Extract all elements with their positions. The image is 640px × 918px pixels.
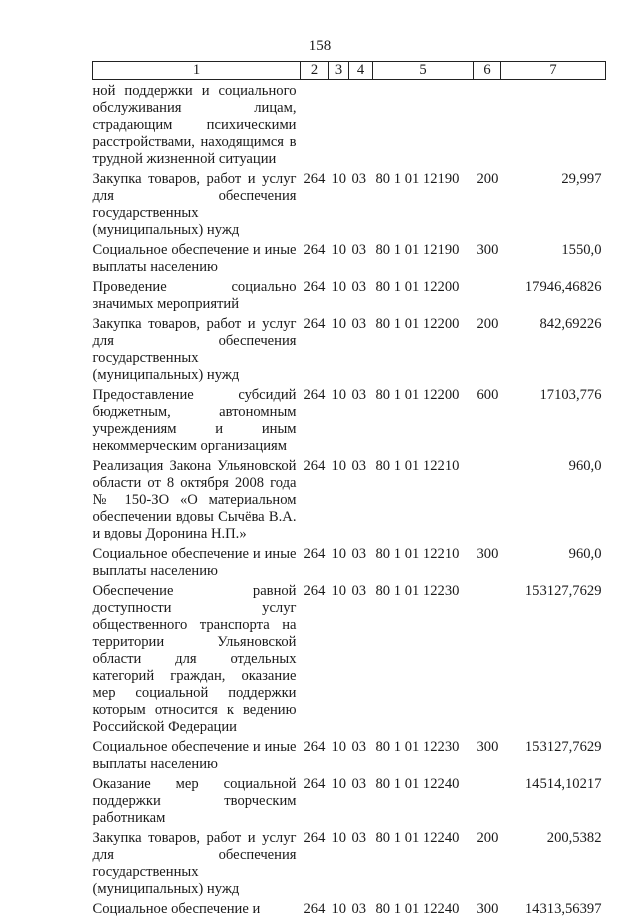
- target-article-cell: 80 1 01 12240: [373, 827, 474, 898]
- amount-cell: 29,997: [501, 168, 606, 239]
- row-name-cell: Оказание мер социальной поддержки творческим работникам: [93, 773, 301, 827]
- subsection-code-cell: 03: [349, 313, 373, 384]
- section-code-cell: 10: [329, 168, 349, 239]
- row-name-cell: Социальное обеспечение и иные выплаты населению: [93, 736, 301, 773]
- subsection-code-cell: 03: [349, 773, 373, 827]
- table-row: [93, 384, 606, 455]
- expense-type-cell: 600: [474, 384, 501, 455]
- target-article-cell: 80 1 01 12240: [373, 773, 474, 827]
- row-name-cell: Социальное обеспечение и иные выплаты населению: [93, 239, 301, 276]
- table-row: [93, 455, 606, 543]
- ministry-code-cell: 264: [301, 827, 329, 898]
- column-header-5: 5: [373, 62, 474, 80]
- target-article-cell: [373, 80, 474, 169]
- row-name-cell: Предоставление субсидий бюджетным, автономным учреждениям и иным некоммерческим организациям: [93, 384, 301, 455]
- ministry-code-cell: 264: [301, 239, 329, 276]
- table-row: [93, 898, 606, 918]
- subsection-code-cell: 03: [349, 898, 373, 918]
- subsection-code-cell: 03: [349, 736, 373, 773]
- ministry-code-cell: 264: [301, 898, 329, 918]
- amount-cell: 1550,0: [501, 239, 606, 276]
- table-row: [93, 580, 606, 736]
- table-row: [93, 276, 606, 313]
- target-article-cell: 80 1 01 12200: [373, 313, 474, 384]
- ministry-code-cell: 264: [301, 773, 329, 827]
- row-name-cell: Обеспечение равной доступности услуг общественного транспорта на территории Ульяновской области для отдельных категорий граждан, оказание мер социальной поддержки которым относится к ведению Российской Федерации: [93, 580, 301, 736]
- amount-cell: 17946,46826: [501, 276, 606, 313]
- row-name-cell: Закупка товаров, работ и услуг для обеспечения государственных (муниципальных) нужд: [93, 313, 301, 384]
- table-row: [93, 773, 606, 827]
- amount-cell: 842,69226: [501, 313, 606, 384]
- ministry-code-cell: 264: [301, 580, 329, 736]
- section-code-cell: 10: [329, 313, 349, 384]
- ministry-code-cell: [301, 80, 329, 169]
- subsection-code-cell: 03: [349, 239, 373, 276]
- amount-cell: 960,0: [501, 543, 606, 580]
- amount-cell: 153127,7629: [501, 736, 606, 773]
- row-name-cell: ной поддержки и социального обслуживания лицам, страдающим психическими расстройствами, находящимся в трудной жизненной ситуации: [93, 80, 301, 169]
- amount-cell: 153127,7629: [501, 580, 606, 736]
- section-code-cell: 10: [329, 827, 349, 898]
- table-row: [93, 80, 606, 169]
- amount-cell: 17103,776: [501, 384, 606, 455]
- column-header-3: 3: [329, 62, 349, 80]
- target-article-cell: 80 1 01 12230: [373, 580, 474, 736]
- expense-type-cell: 300: [474, 898, 501, 918]
- section-code-cell: 10: [329, 276, 349, 313]
- budget-table: [92, 61, 606, 918]
- ministry-code-cell: 264: [301, 736, 329, 773]
- row-name-cell: Проведение социально значимых мероприятий: [93, 276, 301, 313]
- expense-type-cell: [474, 276, 501, 313]
- expense-type-cell: [474, 80, 501, 169]
- amount-cell: 14313,56397: [501, 898, 606, 918]
- expense-type-cell: [474, 773, 501, 827]
- page-number: 158: [0, 38, 640, 55]
- expense-type-cell: 300: [474, 543, 501, 580]
- section-code-cell: [329, 80, 349, 169]
- section-code-cell: 10: [329, 239, 349, 276]
- table-row: [93, 239, 606, 276]
- row-name-cell: Социальное обеспечение и: [93, 898, 301, 918]
- expense-type-cell: 200: [474, 168, 501, 239]
- section-code-cell: 10: [329, 543, 349, 580]
- subsection-code-cell: 03: [349, 455, 373, 543]
- row-name-cell: Закупка товаров, работ и услуг для обеспечения государственных (муниципальных) нужд: [93, 827, 301, 898]
- column-header-2: 2: [301, 62, 329, 80]
- amount-cell: 960,0: [501, 455, 606, 543]
- ministry-code-cell: 264: [301, 384, 329, 455]
- subsection-code-cell: 03: [349, 543, 373, 580]
- target-article-cell: 80 1 01 12200: [373, 276, 474, 313]
- table-header: [93, 62, 606, 80]
- target-article-cell: 80 1 01 12200: [373, 384, 474, 455]
- table-row: [93, 313, 606, 384]
- target-article-cell: 80 1 01 12210: [373, 455, 474, 543]
- subsection-code-cell: 03: [349, 384, 373, 455]
- subsection-code-cell: 03: [349, 168, 373, 239]
- amount-cell: [501, 80, 606, 169]
- row-name-cell: Закупка товаров, работ и услуг для обеспечения государственных (муниципальных) нужд: [93, 168, 301, 239]
- target-article-cell: 80 1 01 12210: [373, 543, 474, 580]
- ministry-code-cell: 264: [301, 455, 329, 543]
- section-code-cell: 10: [329, 384, 349, 455]
- subsection-code-cell: 03: [349, 276, 373, 313]
- table-body: [93, 80, 606, 918]
- ministry-code-cell: 264: [301, 313, 329, 384]
- section-code-cell: 10: [329, 773, 349, 827]
- expense-type-cell: 300: [474, 736, 501, 773]
- amount-cell: 200,5382: [501, 827, 606, 898]
- section-code-cell: 10: [329, 455, 349, 543]
- target-article-cell: 80 1 01 12230: [373, 736, 474, 773]
- table-row: [93, 736, 606, 773]
- column-header-4: 4: [349, 62, 373, 80]
- row-name-cell: Социальное обеспечение и иные выплаты населению: [93, 543, 301, 580]
- ministry-code-cell: 264: [301, 276, 329, 313]
- expense-type-cell: 300: [474, 239, 501, 276]
- section-code-cell: 10: [329, 580, 349, 736]
- expense-type-cell: [474, 455, 501, 543]
- target-article-cell: 80 1 01 12190: [373, 239, 474, 276]
- column-header-1: 1: [93, 62, 301, 80]
- column-header-7: 7: [501, 62, 606, 80]
- ministry-code-cell: 264: [301, 168, 329, 239]
- row-name-cell: Реализация Закона Ульяновской области от 8 октября 2008 года № 150-ЗО «О материальном обеспечении вдовы Сычёва В.А. и вдовы Доронина Н.П.»: [93, 455, 301, 543]
- expense-type-cell: [474, 580, 501, 736]
- subsection-code-cell: 03: [349, 580, 373, 736]
- table-row: [93, 543, 606, 580]
- section-code-cell: 10: [329, 898, 349, 918]
- expense-type-cell: 200: [474, 313, 501, 384]
- ministry-code-cell: 264: [301, 543, 329, 580]
- table-row: [93, 827, 606, 898]
- target-article-cell: 80 1 01 12190: [373, 168, 474, 239]
- subsection-code-cell: [349, 80, 373, 169]
- amount-cell: 14514,10217: [501, 773, 606, 827]
- column-header-6: 6: [474, 62, 501, 80]
- section-code-cell: 10: [329, 736, 349, 773]
- target-article-cell: 80 1 01 12240: [373, 898, 474, 918]
- table-row: [93, 168, 606, 239]
- subsection-code-cell: 03: [349, 827, 373, 898]
- expense-type-cell: 200: [474, 827, 501, 898]
